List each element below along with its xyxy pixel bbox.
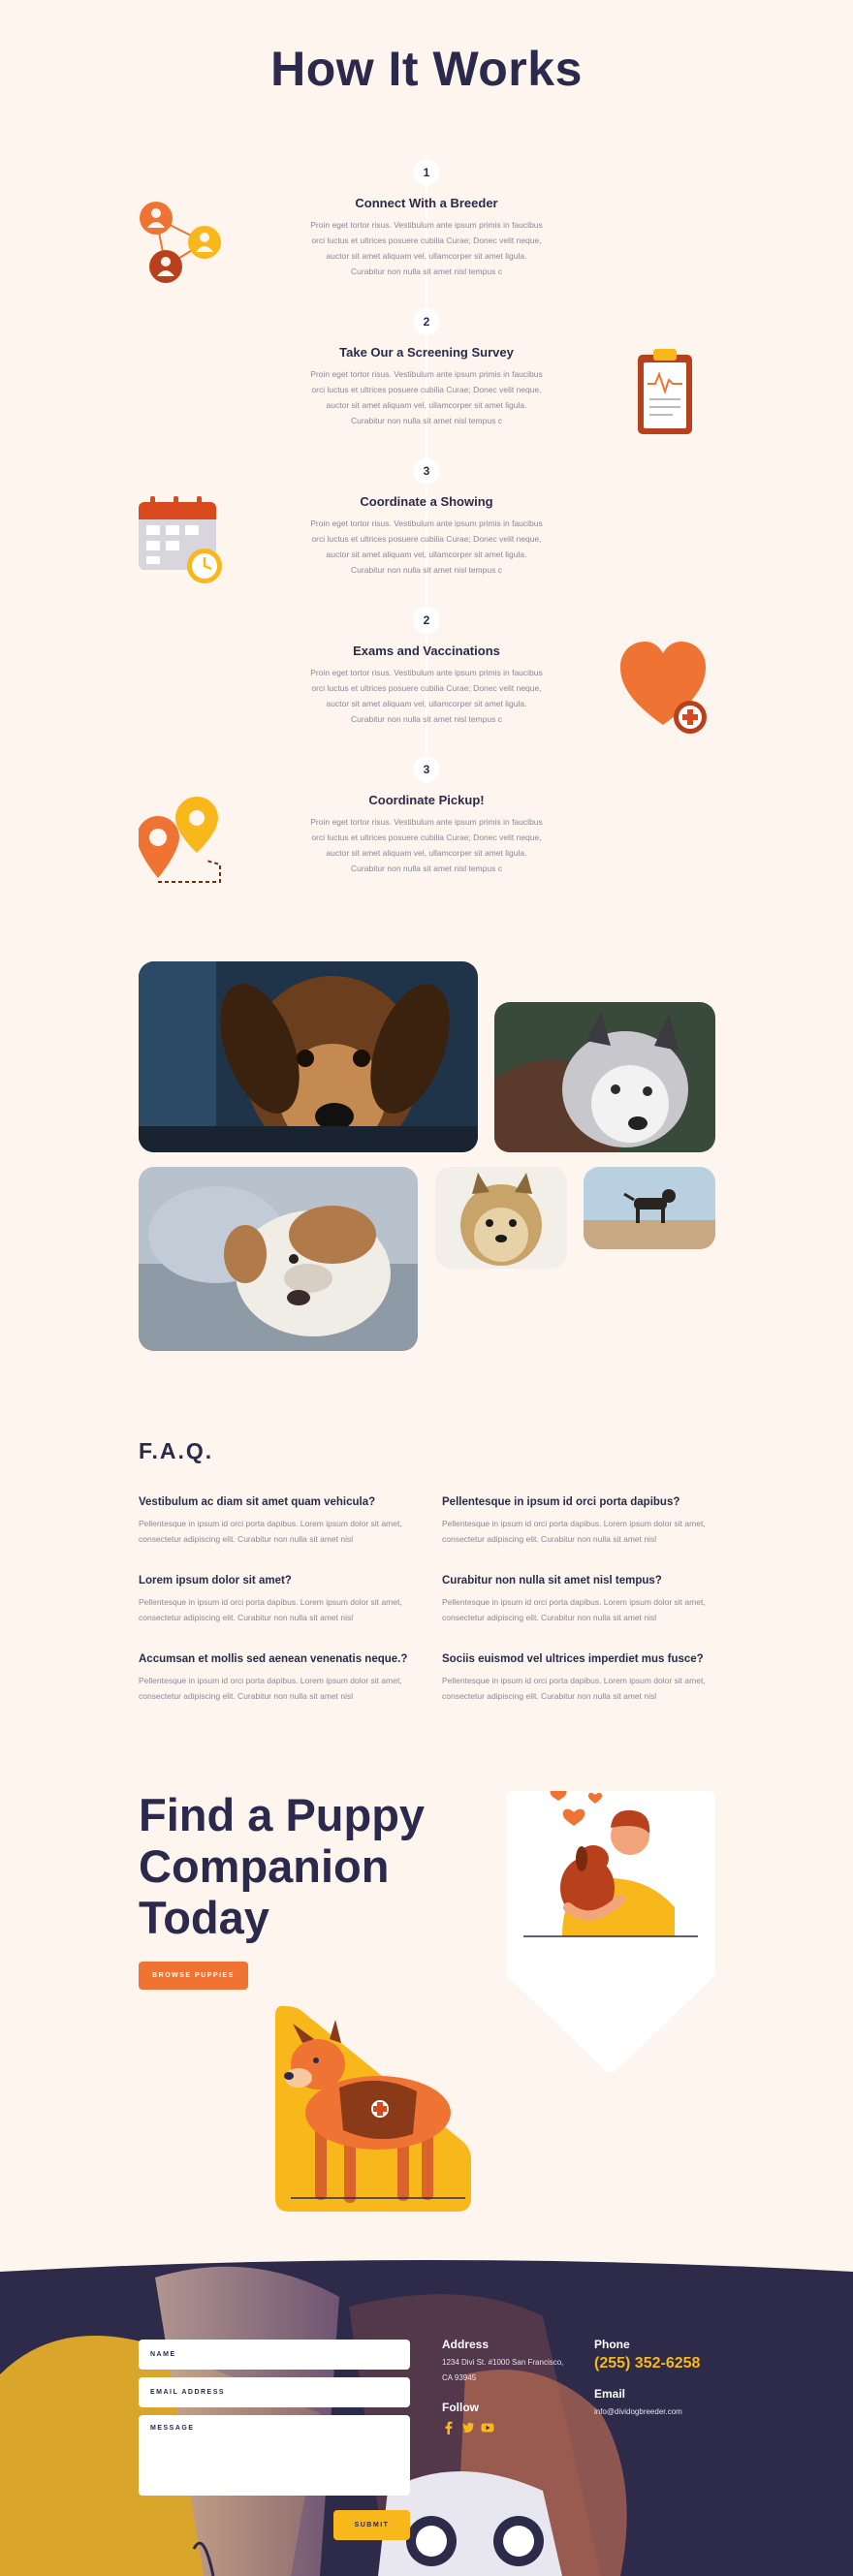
step-description: Proin eget tortor risus. Vestibulum ante ipsum primis in faucibus orci luctus et ultrices posuere cubilia Curae; Donec velit neque, auctor sit amet aliquam vel, ullamcorper sit amet ligula. Curabitur non nulla sit amet nisl tempus c [310,817,543,873]
step-title: Exams and Vaccinations [353,644,500,658]
person-hugging-dog-illustration [504,1791,717,2072]
step-number: 3 [413,457,440,485]
step-title: Coordinate Pickup! [368,793,485,807]
faq-question: Pellentesque in ipsum id orci porta dapibus? [442,1496,680,1508]
name-input[interactable] [139,2340,410,2370]
dog-photo-yorkie [435,1167,567,1269]
faq-question: Curabitur non nulla sit amet nisl tempus? [442,1575,662,1586]
step-number: 2 [413,607,440,634]
step-number: 3 [413,756,440,783]
faq-question: Sociis euismod vel ultrices imperdiet mus fusce? [442,1653,704,1665]
address-heading: Address [442,2338,490,2351]
faq-question: Accumsan et mollis sed aenean venenatis neque.? [139,1653,408,1665]
location-pins-icon [139,797,228,886]
dog-photo-bulldog [139,1167,418,1351]
service-dog-illustration [271,2004,475,2214]
phone-number[interactable]: (255) 352-6258 [594,2355,701,2372]
faq-answer: Pellentesque in ipsum id orci porta dapibus. Lorem ipsum dolor sit amet, consectetur adipiscing elit. Curabitur non nulla sit amet nisl [139,1519,402,1544]
step-description: Proin eget tortor risus. Vestibulum ante ipsum primis in faucibus orci luctus et ultrices posuere cubilia Curae; Donec velit neque, auctor sit amet aliquam vel, ullamcorper sit amet ligula. Curabitur non nulla sit amet nisl tempus c [310,369,543,425]
faq-answer: Pellentesque in ipsum id orci porta dapibus. Lorem ipsum dolor sit amet, consectetur adipiscing elit. Curabitur non nulla sit amet nisl [442,1597,706,1622]
faq-answer: Pellentesque in ipsum id orci porta dapibus. Lorem ipsum dolor sit amet, consectetur adipiscing elit. Curabitur non nulla sit amet nisl [139,1676,402,1701]
step-number: 2 [413,308,440,335]
facebook-icon[interactable] [442,2421,456,2435]
dog-photo-husky [494,1002,715,1152]
faq-item [139,1496,410,1547]
step-description: Proin eget tortor risus. Vestibulum ante ipsum primis in faucibus orci luctus et ultrices posuere cubilia Curae; Donec velit neque, auctor sit amet aliquam vel, ullamcorper sit amet ligula. Curabitur non nulla sit amet nisl tempus c [310,668,543,724]
faq-question: Lorem ipsum dolor sit amet? [139,1575,292,1586]
message-textarea[interactable] [139,2415,410,2496]
heart-medical-icon [620,642,710,735]
faq-title: F.A.Q. [139,1438,214,1463]
step-description: Proin eget tortor risus. Vestibulum ante ipsum primis in faucibus orci luctus et ultrices posuere cubilia Curae; Donec velit neque, auctor sit amet aliquam vel, ullamcorper sit amet ligula. Curabitur non nulla sit amet nisl tempus c [310,220,543,276]
step-description: Proin eget tortor risus. Vestibulum ante ipsum primis in faucibus orci luctus et ultrices posuere cubilia Curae; Donec velit neque, auctor sit amet aliquam vel, ullamcorper sit amet ligula. Curabitur non nulla sit amet nisl tempus c [310,518,543,575]
faq-item [442,1653,713,1704]
address-text: 1234 Divi St. #1000 San Francisco, CA 93945 [442,2358,564,2382]
follow-heading: Follow [442,2401,479,2414]
step-title: Coordinate a Showing [360,494,493,509]
step-title: Take Our a Screening Survey [339,345,514,360]
twitter-icon[interactable] [461,2421,475,2435]
faq-item [442,1496,713,1547]
faq-question: Vestibulum ac diam sit amet quam vehicula? [139,1496,376,1508]
how-it-works-title: How It Works [270,42,583,96]
footer-dog-background [0,2258,853,2576]
faq-answer: Pellentesque in ipsum id orci porta dapibus. Lorem ipsum dolor sit amet, consectetur adipiscing elit. Curabitur non nulla sit amet nisl [442,1519,706,1544]
faq-answer: Pellentesque in ipsum id orci porta dapibus. Lorem ipsum dolor sit amet, consectetur adipiscing elit. Curabitur non nulla sit amet nisl [442,1676,706,1701]
phone-heading: Phone [594,2338,630,2351]
email-address[interactable]: info@dividogbreeder.com [594,2407,682,2416]
email-heading: Email [594,2387,626,2401]
submit-button[interactable]: SUBMIT [333,2510,410,2540]
footer [0,2258,853,2576]
people-network-icon [139,199,226,286]
faq-item [442,1575,713,1625]
email-input[interactable] [139,2377,410,2407]
browse-puppies-button[interactable]: BROWSE PUPPIES [139,1962,248,1990]
clipboard-icon [636,349,694,436]
faq-item [139,1653,410,1704]
dog-photo-beach-dog [584,1167,715,1249]
step-number: 1 [413,159,440,186]
calendar-clock-icon [139,496,226,585]
faq-item [139,1575,410,1625]
cta-title: Find a Puppy Companion Today [139,1789,426,1943]
step-title: Connect With a Breeder [355,196,498,210]
faq-answer: Pellentesque in ipsum id orci porta dapibus. Lorem ipsum dolor sit amet, consectetur adipiscing elit. Curabitur non nulla sit amet nisl [139,1597,402,1622]
dog-photo-shepherd-mix [139,961,478,1152]
youtube-icon[interactable] [481,2421,494,2435]
